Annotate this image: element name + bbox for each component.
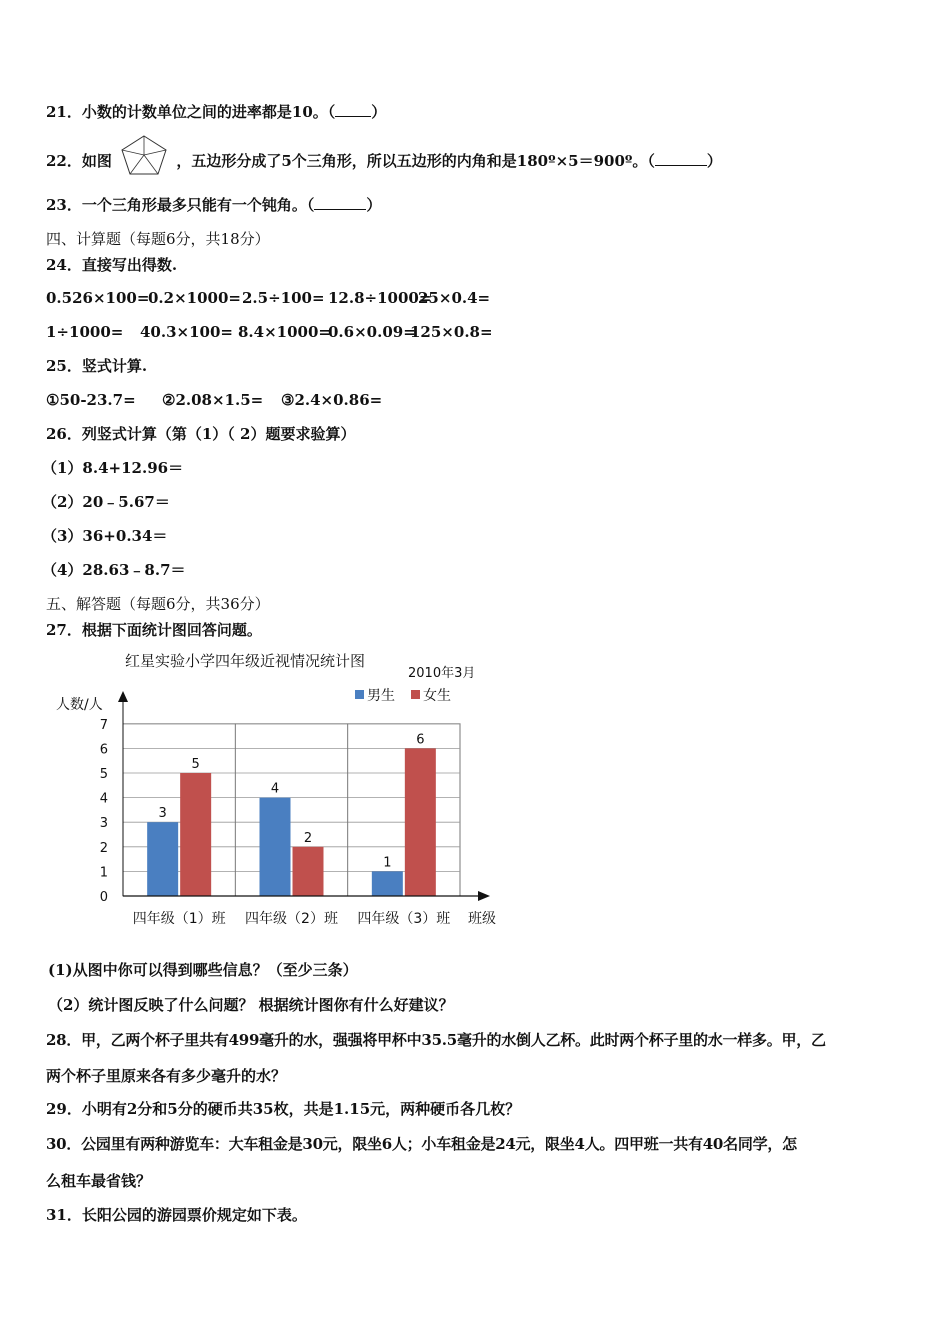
question-22: 22．如图 ，五边形分成了5个三角形，所以五边形的内角和是180º×5＝900º。（ ） [46,147,722,177]
y-tick-label: 7 [99,717,108,733]
section-4-heading: 四、计算题（每题6分，共18分） [46,230,270,248]
question-25-title: 25．竖式计算. [46,357,148,375]
bar-girls [405,748,436,896]
y-tick-label: 5 [99,767,108,782]
y-axis-arrow [118,691,128,702]
y-axis-label: 人数/人 [56,697,103,713]
bar-boys [372,871,403,896]
q24-item: 0.2×1000= [148,289,241,307]
y-tick-label: 4 [99,791,108,807]
question-21: 21．小数的计数单位之间的进率都是10。（ ） [46,103,387,121]
bar-value-label: 3 [158,806,167,822]
question-28-line-1: 28．甲，乙两个杯子里共有499毫升的水，强强将甲杯中35.5毫升的水倒人乙杯。此时两个杯子里的水一样多。甲，乙 [46,1031,826,1049]
bar-value-label: 5 [191,757,200,772]
legend-label-boys: 男生 [367,688,395,704]
y-tick-label: 2 [99,840,108,856]
y-tick-label: 0 [99,890,108,905]
y-tick-label: 1 [99,865,108,881]
pentagon-figure [119,133,169,177]
q26-item: （3）36+0.34＝ [42,527,168,545]
q27-sub-2: （2）统计图反映了什么问题？ 根据统计图你有什么好建议？ [48,996,454,1014]
bar-boys [260,798,291,896]
legend-swatch-boys [355,690,364,699]
question-30-line-2: 么租车最省钱？ [46,1172,152,1190]
question-31: 31．长阳公园的游园票价规定如下表。 [46,1206,307,1224]
answer-blank[interactable] [655,151,707,166]
chart-date: 2010年3月 [408,666,476,681]
bar-value-label: 4 [270,781,280,797]
bar-girls [180,773,211,896]
q24-item: 12.8÷1000= [328,289,432,307]
q24-item: 8.4×1000= [238,323,331,341]
q24-item: 25×0.4= [418,289,491,307]
q24-item: 1÷1000= [46,323,124,341]
q27-sub-1: (1)从图中你可以得到哪些信息？（至少三条） [48,961,358,979]
bar-chart [50,648,520,938]
question-23: 23．一个三角形最多只能有一个钝角。（ ） [46,196,382,214]
y-tick-label: 6 [99,742,108,758]
question-28-line-2: 两个杯子里原来各有多少毫升的水？ [46,1067,287,1085]
bar-value-label: 2 [303,830,313,846]
q25-item: ①50-23.7= [46,391,136,409]
bar-girls [293,847,324,896]
bar-value-label: 6 [416,732,425,748]
question-30-line-1: 30．公园里有两种游览车：大车租金是30元，限坐6人；小车租金是24元，限坐4人。四甲班一共有40名同学，怎 [46,1135,797,1153]
x-tick-label: 四年级（2）班 [245,911,338,927]
q25-item: ③2.4×0.86= [281,391,383,409]
q26-item: （4）28.63﹣8.7＝ [42,561,186,579]
question-27-title: 27．根据下面统计图回答问题。 [46,621,262,639]
q26-item: （2）20﹣5.67＝ [42,493,170,511]
q25-item: ②2.08×1.5= [162,391,264,409]
q24-item: 125×0.8= [410,323,493,341]
question-26-title: 26．列竖式计算（第（1）（ 2）题要求验算） [46,425,356,443]
q24-item: 0.526×100= [46,289,150,307]
bar-boys [147,822,178,896]
q24-item: 2.5÷100= [242,289,325,307]
question-29: 29．小明有2分和5分的硬币共35枚，共是1.15元，两种硬币各几枚？ [46,1100,521,1118]
x-tick-label: 四年级（1）班 [132,911,226,927]
bar-value-label: 1 [383,855,392,871]
answer-blank[interactable] [314,195,366,210]
q24-item: 0.6×0.09= [328,323,416,341]
x-axis-label: 班级 [468,911,496,927]
x-axis-arrow [478,891,490,901]
answer-blank[interactable] [335,102,371,117]
chart-title: 红星实验小学四年级近视情况统计图 [125,652,366,670]
section-5-heading: 五、解答题（每题6分，共36分） [46,595,270,613]
question-24-title: 24．直接写出得数. [46,256,178,274]
legend-label-girls: 女生 [423,688,451,704]
x-tick-label: 四年级（3）班 [357,911,451,927]
legend-swatch-girls [411,690,420,699]
q26-item: （1）8.4+12.96＝ [42,459,184,477]
q24-item: 40.3×100= [140,323,233,341]
y-tick-label: 3 [99,816,108,832]
